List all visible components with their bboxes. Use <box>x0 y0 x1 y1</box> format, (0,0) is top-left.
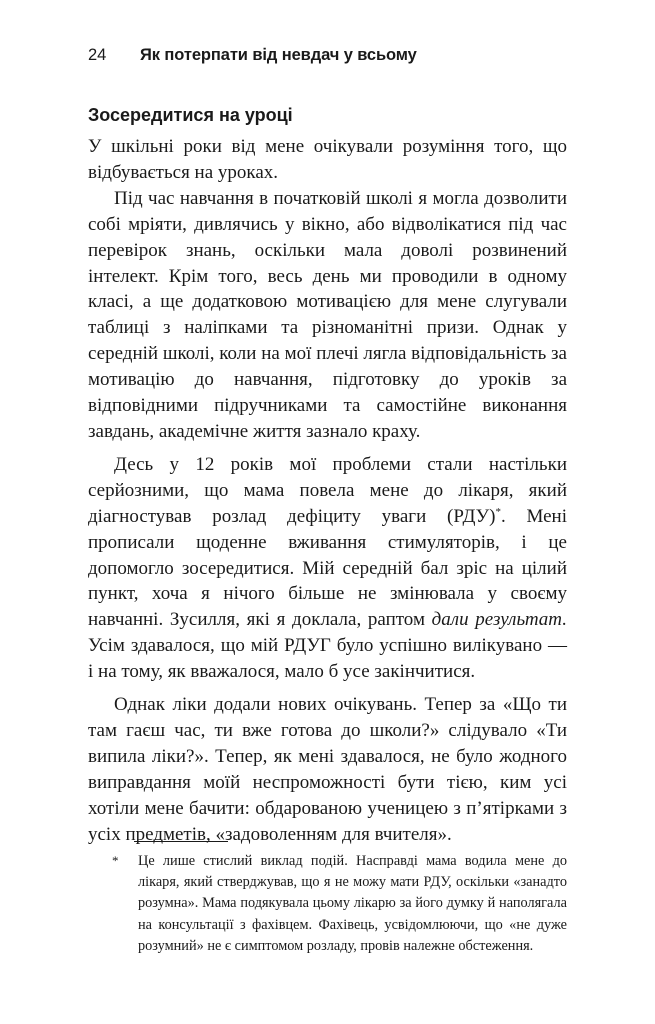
footnote <box>112 851 567 957</box>
paragraph-4: Однак ліки додали нових очікувань. Тепер за «Що ти там гаєш час, ти вже готова до школи?» слідувало «Ти випила ліки?». Тепер, як мені здавалося, не було жодного виправдання моїй неспроможності бути тією, ким усі хотіли мене бачити: обдарованою ученицею з п’ятірками з усіх предметів, «задоволенням для вчителя». <box>88 694 567 845</box>
paragraph-1: У шкільні роки від мене очікували розуміння того, що відбувається на уроках. <box>88 136 567 183</box>
footnote-reference-mark: * <box>495 505 501 518</box>
page-number: 24 <box>88 46 107 64</box>
footnote-symbol: * <box>112 853 119 868</box>
paragraph-3-part-a: Десь у 12 років мої проблеми стали настільки серйозними, що мама повела мене до лікаря, який діагностував розлад дефіциту уваги (РДУ) <box>88 453 567 527</box>
paragraph-3-part-b: . Мені прописали щоденне вживання стимуляторів, і це допомогло зосередитися. Мій середній бал зріс на цілий пункт, хоча я нічого більше не змінювала у своєму навчанні. Зусилля, які я доклала, раптом <box>88 505 567 631</box>
body-text <box>88 134 567 847</box>
paragraph-3 <box>88 452 567 685</box>
running-header <box>88 44 568 66</box>
paragraph-2: Під час навчання в початковій школі я могла дозволити собі мріяти, дивлячись у вікно, або відволікатися під час перевірок знань, оскільки мала доволі розвинений інтелект. Крім того, весь день ми проводили в одному класі, а ще додатковою мотивацією для мене слугували таблиці з наліпками та різноманітні призи. Однак у середній школі, коли на мої плечі лягла відповідальність за мотивацію до навчання, підготовку до уроків за відповідними підручниками та самостійне виконання завдань, академічне життя зазнало краху. <box>88 187 567 442</box>
paragraph-3-italic: дали результат. <box>431 609 567 631</box>
book-title: Як потерпати від невдач у всьому <box>140 46 417 64</box>
section-heading: Зосередитися на уроці <box>88 105 293 125</box>
footnote-text: Це лише стислий виклад подій. Насправді мама водила мене до лікаря, який стверджував, що я не можу мати РДУ, оскільки «занадто розумна». Мама подякувала цьому лікарю за його думку й наполягала на консультації з фахівцем. Фахівець, усвідомлюючи, що «не дуже розумний» не є симптомом розладу, провів належне обстеження. <box>138 853 567 954</box>
footnote-divider <box>134 841 228 842</box>
paragraph-3-part-c: Усім здавалося, що мій РДУГ було успішно вилікувано — і на тому, як вважалося, мало б усе закінчитися. <box>88 635 567 683</box>
